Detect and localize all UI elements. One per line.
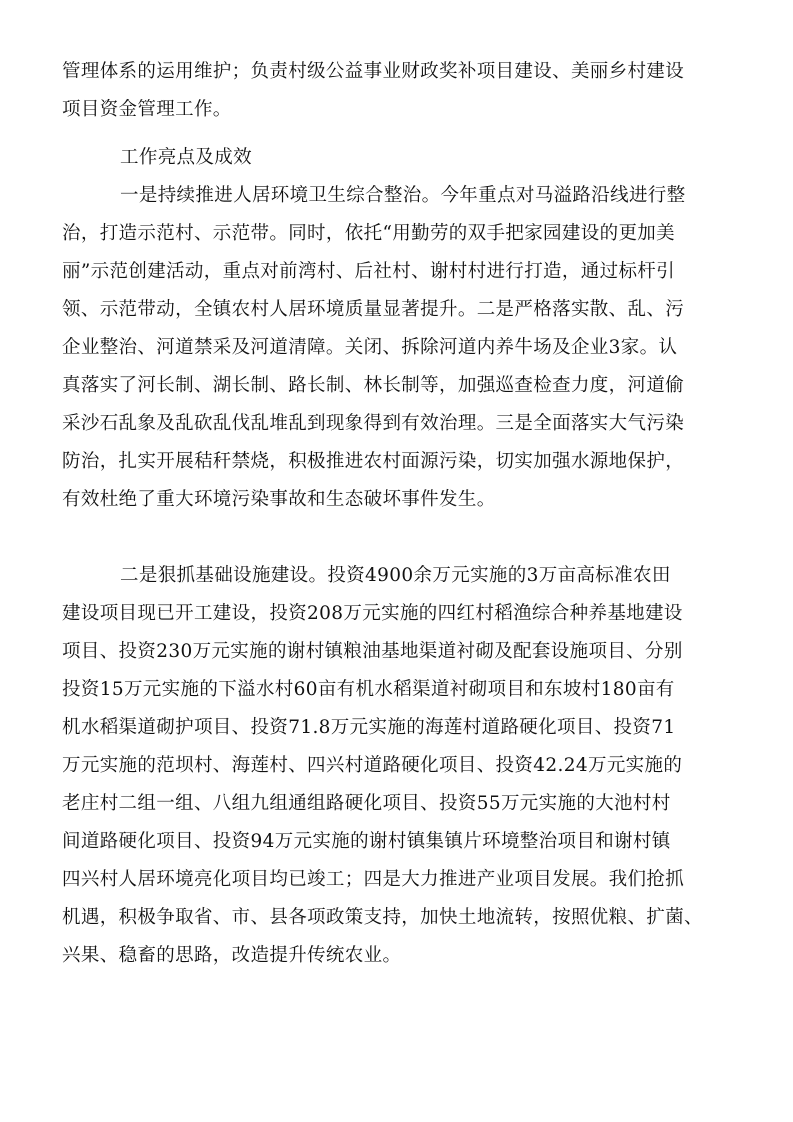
text-line: 有效杜绝了重大环境污染事故和生态破坏事件发生。	[62, 489, 496, 510]
text-line: 丽”示范创建活动，重点对前湾村、后社村、谢村村进行打造，通过标杆引	[62, 261, 676, 282]
text-line: 老庄村二组一组、八组九组通组路硬化项目、投资55万元实施的大池村村	[62, 793, 671, 814]
text-line: 项目、投资230万元实施的谢村镇粮油基地渠道衬砌及配套设施项目、分别	[62, 641, 683, 662]
text-line: 间道路硬化项目、投资94万元实施的谢村镇集镇片环境整治项目和谢村镇	[62, 831, 671, 852]
text-line: 二是狠抓基础设施建设。投资4900余万元实施的3万亩高标准农田	[120, 565, 671, 586]
text-line: 兴果、稳畜的思路，改造提升传统农业。	[62, 945, 402, 966]
text-line: 领、示范带动，全镇农村人居环境质量显著提升。二是严格落实散、乱、污	[62, 299, 685, 320]
text-line: 机水稻渠道砌护项目、投资71.8万元实施的海莲村道路硬化项目、投资71	[62, 717, 676, 738]
text-line: 采沙石乱象及乱砍乱伐乱堆乱到现象得到有效治理。三是全面落实大气污染	[62, 413, 685, 434]
section-heading: 工作亮点及成效	[120, 147, 252, 168]
text-line: 防治，扎实开展秸秆禁烧，积极推进农村面源污染，切实加强水源地保护，	[62, 451, 685, 472]
text-line: 项目资金管理工作。	[62, 99, 232, 120]
text-line: 机遇，积极争取省、市、县各项政策支持，加快土地流转，按照优粮、扩菌、	[62, 907, 703, 928]
text-line: 治，打造示范村、示范带。同时，依托“用勤劳的双手把家园建设的更加美	[62, 223, 676, 244]
text-line: 万元实施的范坝村、海莲村、四兴村道路硬化项目、投资42.24万元实施的	[62, 755, 683, 776]
text-line: 一是持续推进人居环境卫生综合整治。今年重点对马溢路沿线进行整	[120, 185, 686, 206]
text-line: 四兴村人居环境亮化项目均已竣工；四是大力推进产业项目发展。我们抢抓	[62, 869, 685, 890]
text-line: 建设项目现已开工建设，投资208万元实施的四红村稻渔综合种养基地建设	[62, 603, 683, 624]
text-line: 投资15万元实施的下溢水村60亩有机水稻渠道衬砌项目和东坡村180亩有	[62, 679, 675, 700]
text-line: 企业整治、河道禁采及河道清障。关闭、拆除河道内养牛场及企业3家。认	[62, 337, 678, 358]
text-line: 真落实了河长制、湖长制、路长制、林长制等，加强巡查检查力度，河道偷	[62, 375, 685, 396]
text-line: 管理体系的运用维护；负责村级公益事业财政奖补项目建设、美丽乡村建设	[62, 61, 685, 82]
